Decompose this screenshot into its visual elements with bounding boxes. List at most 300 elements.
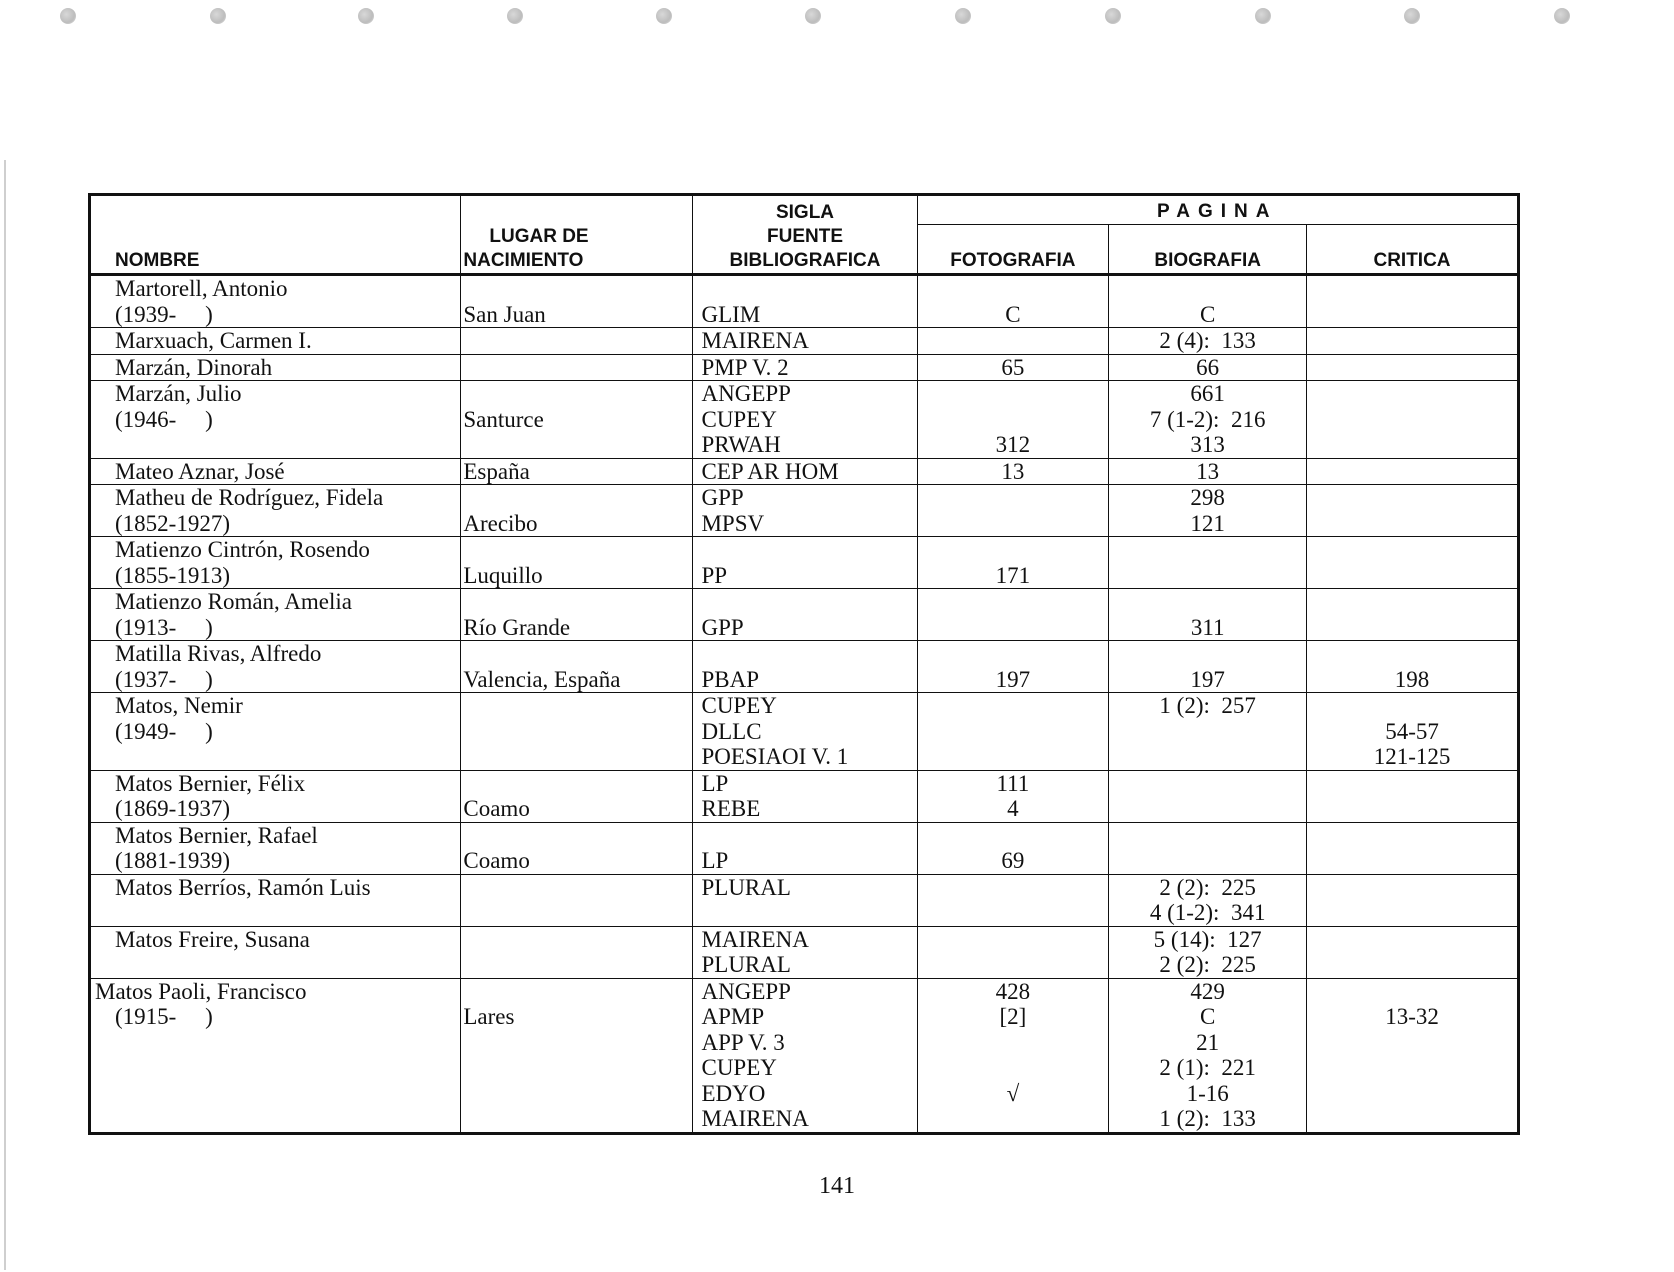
cell-fuente [693,485,917,537]
cell-fuente [693,381,917,459]
cell-biografia [1109,354,1307,381]
binder-hole [358,8,374,24]
cell-biografia [1109,978,1307,1133]
bio-page [1109,276,1306,302]
table-body [90,275,1519,1134]
birthplace [463,719,692,745]
bio-page: 2 (1): 221 [1159,1055,1256,1080]
cell-nombre [90,589,461,641]
author-name: Matos Bernier, Rafael [115,822,318,848]
cell-biografia [1109,926,1307,978]
header-nombre-label: NOMBRE [115,250,200,271]
binder-hole [1255,8,1271,24]
foto-page [918,900,1109,926]
birthplace [463,641,692,667]
bio-page [1109,537,1306,563]
cell-lugar [461,381,693,459]
birthplace [463,744,692,770]
bio-page: 13 [1196,458,1220,484]
foto-page [918,1030,1109,1056]
binder-hole [210,8,226,24]
source-code [701,537,916,563]
table-row [90,770,1519,822]
author-name: Matienzo Román, Amelia [115,589,352,614]
cell-nombre [90,537,461,589]
binder-hole [60,8,76,24]
author-name: Matos Freire, Susana [115,926,310,952]
cell-lugar [461,978,693,1133]
cell-critica [1307,822,1519,874]
source-code: REBE [701,796,761,821]
cell-fuente [693,328,917,355]
author-name: Marzán, Julio [115,381,242,406]
cell-critica [1307,328,1519,355]
bio-page [1109,848,1306,874]
cell-critica [1307,381,1519,459]
table-row [90,641,1519,693]
cell-lugar [461,328,693,355]
critica-page [1307,589,1517,615]
binder-hole [955,8,971,24]
birthplace: Lares [463,1004,515,1029]
critica-page [1307,641,1517,667]
critica-page [1307,823,1517,849]
cell-fuente [693,770,917,822]
table-row [90,874,1519,926]
author-name: Mateo Aznar, José [115,458,285,484]
binder-hole [805,8,821,24]
author-dates: (1855-1913) [115,562,230,588]
foto-page: 111 [996,770,1030,796]
author-name: Matilla Rivas, Alfredo [115,641,322,666]
bio-page: 197 [1190,666,1225,692]
cell-nombre [90,822,461,874]
foto-page [918,1106,1109,1132]
bio-page: 1-16 [1186,1080,1229,1106]
birthplace [463,875,692,901]
cell-fotografia [917,822,1109,874]
bio-page [1109,796,1306,822]
bio-page: 7 (1-2): 216 [1149,406,1266,432]
cell-biografia [1109,693,1307,771]
critica-page: 121-125 [1373,744,1451,769]
binder-hole [1554,8,1570,24]
source-code: GLIM [701,301,761,327]
bio-page: 1 (2): 257 [1159,693,1256,718]
bio-page [1109,589,1306,615]
bio-page: 121 [1190,510,1225,536]
cell-critica [1307,589,1519,641]
cell-fotografia [917,354,1109,381]
table-row [90,537,1519,589]
cell-nombre [90,458,461,485]
cell-critica [1307,770,1519,822]
source-code: POESIAOI V. 1 [701,744,849,769]
critica-page [1307,276,1517,302]
binder-hole [656,8,672,24]
cell-fotografia [917,770,1109,822]
foto-page [918,485,1109,511]
source-code [701,276,916,302]
critica-page [1307,848,1517,874]
critica-page [1307,511,1517,537]
source-code: LP [701,848,729,873]
header-pagina-label: PAGINA [1157,201,1278,222]
source-code: MPSV [701,510,765,536]
cell-critica [1307,537,1519,589]
cell-biografia [1109,822,1307,874]
cell-fotografia [917,537,1109,589]
cell-lugar [461,354,693,381]
cell-critica [1307,693,1519,771]
foto-page [918,823,1109,849]
table-row [90,354,1519,381]
bio-page: 2 (2): 225 [1159,874,1256,900]
cell-nombre [90,693,461,771]
author-name: Matos, Nemir [115,693,243,718]
binder-hole [1105,8,1121,24]
birthplace [463,381,692,407]
bio-page [1109,771,1306,797]
bio-page: 2 (4): 133 [1159,328,1256,353]
critica-page: 54-57 [1385,718,1439,744]
cell-fuente [693,641,917,693]
critica-page [1307,900,1517,926]
critica-page [1307,1106,1517,1132]
header-fotografia [917,225,1109,275]
critica-page [1307,1030,1517,1056]
header-lugar-line1: LUGAR DE [489,226,589,247]
cell-lugar [461,770,693,822]
table-row [90,693,1519,771]
birthplace: Coamo [463,848,530,873]
author-dates: (1852-1927) [115,510,230,536]
page-edge-shadow [4,160,6,1270]
cell-lugar [461,275,693,328]
bio-page: 661 [1190,381,1225,406]
foto-page [918,537,1109,563]
birthplace [463,485,692,511]
birthplace: Río Grande [463,614,571,640]
bio-page: 21 [1196,1029,1220,1055]
cell-biografia [1109,641,1307,693]
birthplace [463,537,692,563]
foto-page [918,328,1109,354]
cell-fuente [693,978,917,1133]
author-name: Matos Bernier, Félix [115,770,306,796]
cell-critica [1307,354,1519,381]
source-code: PLURAL [701,952,791,977]
birthplace [463,432,692,458]
birthplace: Coamo [463,796,530,821]
birthplace: Valencia, España [463,666,621,692]
source-code: CUPEY [701,693,777,718]
critica-page [1307,1081,1517,1107]
author-dates: (1939- ) [115,301,213,327]
author-name: Matos Paoli, Francisco [95,978,307,1004]
header-sigla: SIGLA [775,202,835,223]
foto-page: 171 [995,562,1031,588]
cell-fotografia [917,458,1109,485]
cell-fuente [693,926,917,978]
source-code [701,641,916,667]
birthplace [463,1081,692,1107]
birthplace [463,693,692,719]
cell-lugar [461,485,693,537]
foto-page: 312 [995,432,1031,457]
bio-page: 2 (2): 225 [1159,952,1256,977]
birthplace: Luquillo [463,562,543,588]
birthplace: Arecibo [463,510,538,536]
birthplace: España [463,458,530,484]
cell-fuente [693,874,917,926]
foto-page [918,381,1109,407]
header-bibliografica: BIBLIOGRAFICA [729,250,881,271]
source-code: CUPEY [701,406,777,432]
author-dates: (1949- ) [115,718,213,744]
header-biografia-label: BIOGRAFIA [1154,250,1261,271]
foto-page: 428 [995,978,1031,1004]
source-code: PP [701,562,728,588]
foto-page [918,276,1109,302]
header-fuente [693,195,917,275]
cell-biografia [1109,589,1307,641]
cell-biografia [1109,485,1307,537]
bio-page: C [1199,1004,1216,1029]
critica-page [1307,563,1517,589]
foto-page [918,511,1109,537]
cell-fotografia [917,275,1109,328]
birthplace: Santurce [463,406,544,432]
cell-fotografia [917,381,1109,459]
author-dates: (1881-1939) [115,848,230,873]
cell-lugar [461,537,693,589]
cell-fotografia [917,641,1109,693]
author-name: Martorell, Antonio [115,276,288,301]
header-biografia [1109,225,1307,275]
cell-nombre [90,354,461,381]
author-dates: (1915- ) [115,1004,213,1029]
cell-lugar [461,874,693,926]
critica-page: 198 [1394,666,1430,692]
bio-page [1109,641,1306,667]
source-code: GPP [701,614,744,640]
author-name: Marzán, Dinorah [115,354,273,380]
cell-fuente [693,822,917,874]
critica-page [1307,927,1517,953]
cell-critica [1307,485,1519,537]
foto-page [918,589,1109,615]
bio-page [1109,719,1306,745]
header-nombre [90,195,461,275]
cell-critica [1307,874,1519,926]
birthplace [463,771,692,797]
critica-page [1307,537,1517,563]
bio-page: 298 [1190,485,1225,510]
bio-page: 5 (14): 127 [1153,926,1262,952]
birthplace [463,1030,692,1056]
bio-page [1109,744,1306,770]
cell-biografia [1109,381,1307,459]
foto-page [918,952,1109,978]
foto-page [918,744,1109,770]
cell-fotografia [917,693,1109,771]
cell-biografia [1109,770,1307,822]
foto-page [918,615,1109,641]
author-dates: (1913- ) [115,614,213,640]
source-code: EDYO [701,1080,766,1106]
cell-lugar [461,693,693,771]
critica-page [1307,875,1517,901]
critica-page [1307,615,1517,641]
source-code: LP [701,770,729,796]
source-code: GPP [701,485,744,510]
foto-page: 197 [995,666,1031,692]
binder-holes [60,8,1620,28]
critica-page [1307,796,1517,822]
critica-page [1307,381,1517,407]
cell-fotografia [917,485,1109,537]
table-row [90,978,1519,1133]
birthplace [463,823,692,849]
foto-page [918,927,1109,953]
bio-page: 429 [1190,978,1225,1004]
header-critica-label: CRITICA [1373,250,1451,271]
source-code: CUPEY [701,1055,777,1080]
birthplace [463,927,692,953]
table-row [90,926,1519,978]
header-critica [1307,225,1519,275]
foto-page: √ [1006,1080,1020,1106]
cell-fotografia [917,328,1109,355]
foto-page: [2] [999,1004,1027,1029]
cell-fuente [693,537,917,589]
birthplace: San Juan [463,301,546,327]
cell-fuente [693,693,917,771]
header-pagina [917,195,1518,225]
foto-page: 65 [1001,354,1025,380]
bibliography-table [88,193,1520,1135]
author-dates: (1869-1937) [115,796,230,821]
critica-page [1307,485,1517,511]
source-code: PBAP [701,666,760,692]
bio-page: 66 [1196,354,1220,380]
bio-page: 4 (1-2): 341 [1149,900,1266,925]
critica-page [1307,952,1517,978]
author-name: Matienzo Cintrón, Rosendo [115,537,370,562]
cell-fotografia [917,926,1109,978]
critica-page [1307,459,1517,485]
cell-lugar [461,822,693,874]
cell-biografia [1109,874,1307,926]
page-number: 141 [819,1173,855,1199]
foto-page: 4 [1007,796,1019,821]
source-code: APMP [701,1004,765,1029]
table-row [90,822,1519,874]
cell-lugar [461,926,693,978]
source-code: PLURAL [701,874,791,900]
author-dates: (1937- ) [115,666,213,692]
header-fotografia-label: FOTOGRAFIA [950,250,1076,271]
source-code: ANGEPP [701,978,791,1004]
birthplace [463,355,692,381]
source-code: ANGEPP [701,381,791,406]
critica-page [1307,407,1517,433]
source-code: MAIRENA [701,1106,809,1131]
cell-nombre [90,275,461,328]
cell-nombre [90,874,461,926]
cell-lugar [461,589,693,641]
author-dates: (1946- ) [115,406,213,432]
source-code [701,900,916,926]
foto-page [918,693,1109,719]
binder-hole [507,8,523,24]
source-code: MAIRENA [701,328,809,353]
cell-nombre [90,641,461,693]
cell-nombre [90,770,461,822]
cell-critica [1307,458,1519,485]
birthplace [463,276,692,302]
birthplace [463,1106,692,1132]
birthplace [463,900,692,926]
cell-fuente [693,354,917,381]
foto-page: C [1005,301,1021,327]
cell-critica [1307,978,1519,1133]
cell-fotografia [917,978,1109,1133]
cell-critica [1307,275,1519,328]
critica-page [1307,1055,1517,1081]
critica-page [1307,328,1517,354]
bio-page: 1 (2): 133 [1159,1106,1256,1131]
foto-page: 13 [1001,458,1025,484]
cell-fotografia [917,874,1109,926]
foto-page [918,719,1109,745]
bio-page: 313 [1190,432,1225,457]
critica-page [1307,771,1517,797]
cell-critica [1307,641,1519,693]
birthplace [463,1055,692,1081]
cell-lugar [461,458,693,485]
table-row [90,485,1519,537]
cell-fuente [693,458,917,485]
header-fuente-line: FUENTE [767,226,843,247]
cell-nombre [90,328,461,355]
cell-nombre [90,485,461,537]
foto-page [918,407,1109,433]
header-lugar [461,195,693,275]
source-code: PRWAH [701,432,781,457]
birthplace [463,589,692,615]
foto-page [918,1055,1109,1081]
critica-page [1307,432,1517,458]
birthplace [463,328,692,354]
source-code: MAIRENA [701,926,809,952]
source-code: PMP V. 2 [701,354,789,380]
source-code [701,589,916,615]
cell-fuente [693,275,917,328]
source-code [701,823,916,849]
author-name: Matheu de Rodríguez, Fidela [115,485,384,510]
table-row [90,589,1519,641]
birthplace [463,979,692,1005]
critica-page [1307,355,1517,381]
source-code: CEP AR HOM [701,458,839,484]
author-name: Marxuach, Carmen I. [115,328,312,353]
cell-lugar [461,641,693,693]
cell-nombre [90,926,461,978]
cell-biografia [1109,458,1307,485]
critica-page: 13-32 [1385,1004,1439,1029]
